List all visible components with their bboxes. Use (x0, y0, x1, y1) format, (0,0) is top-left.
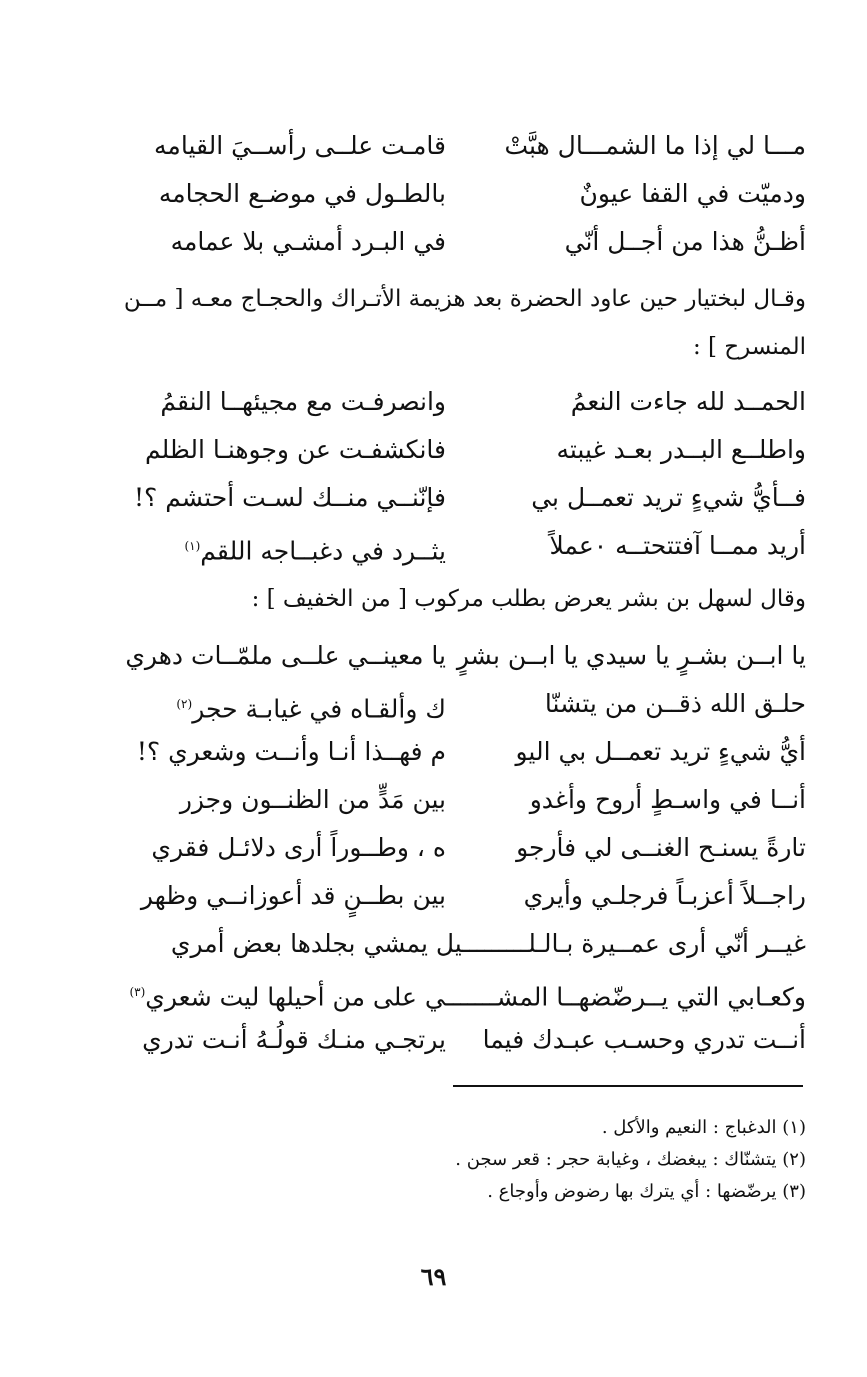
verse-line (100, 426, 806, 474)
verse-line-joined (100, 968, 806, 1016)
first-hemistich: أريد ممــا آفتتحتــه ٠عملاً (549, 531, 806, 560)
second-hemistich: يا معينــي علــى ملمّــات دهري (125, 641, 446, 670)
verse-line (100, 680, 806, 728)
footnote-3: (٣) يرضّضها : أي يترك بها رضوض وأوجاع . (487, 1181, 806, 1202)
second-hemistich: فانكشفـت عن وجوهنـا الظلم (144, 435, 446, 464)
verse-line (100, 632, 806, 680)
stanza-1 (100, 122, 806, 266)
verse-line (100, 728, 806, 776)
verse-line (100, 522, 806, 570)
page-number: ٦٩ (420, 1262, 447, 1291)
first-hemistich: حلـق الله ذقــن من يتشنّا (544, 689, 806, 718)
first-hemistich: أنــت تدري وحسـب عبـدك فيما (482, 1025, 806, 1054)
footnote-divider (453, 1085, 803, 1087)
first-hemistich: الحمــد لله جاءت النعمُ (570, 387, 806, 416)
verse-line (100, 474, 806, 522)
intro-paragraph-3: وقال لسهل بن بشر يعرض بطلب مركوب [ من الخفيف ] : (251, 586, 806, 612)
footnote-2: (٢) يتشنّاك : يبغضك ، وغيابة حجر : قعر سجن . (455, 1149, 806, 1170)
verse-line (100, 872, 806, 920)
verse-line (100, 170, 806, 218)
second-hemistich (100, 522, 446, 570)
verse-text: وكعـابي التي يــرضّضهــا المشـــــــي على من أحيلها ليت شعري (145, 982, 806, 1012)
second-hemistich: فإنّنــي منــك لسـت أحتشم ؟! (134, 483, 446, 512)
first-hemistich: مـــا لي إذا ما الشمـــال هبَّتْ (504, 131, 806, 160)
hemistich-text: يثــرد في دغبــاجه اللقم (200, 536, 446, 566)
second-hemistich (100, 680, 446, 728)
first-hemistich: واطلــع البــدر بعـد غيبته (556, 435, 806, 464)
footnote-1: (١) الدغباج : النعيم والأكل . (601, 1117, 806, 1138)
second-hemistich: م فهــذا أنـا وأنــت وشعري ؟! (136, 737, 446, 766)
second-hemistich: في البـرد أمشـي بلا عمامه (170, 227, 446, 256)
verse-line (100, 122, 806, 170)
second-hemistich: ه ، وطــوراً أرى دلائـل فقري (151, 833, 446, 862)
first-hemistich: أيُّ شيءٍ تريد تعمــل بي اليو (515, 737, 806, 766)
first-hemistich: يا ابــن بشـرٍ يا سيدي يا ابــن بشرٍ (456, 641, 806, 670)
first-hemistich: راجــلاً أعزبـاً فرجلـي وأيري (523, 881, 806, 910)
footnote-marker: (١) (184, 539, 201, 553)
stanza-2 (100, 378, 806, 570)
footnote-marker: (٣) (129, 985, 146, 999)
first-hemistich: أظـنُّ هذا من أجــل أنّي (564, 227, 806, 256)
first-hemistich: أنــا في واسـطٍ أروح وأغدو (529, 785, 806, 814)
second-hemistich: قامـت علــى رأســيَ القيامه (154, 131, 446, 160)
verse-line (100, 1016, 806, 1064)
intro-paragraph-2: وقـال لبختيار حين عاود الحضرة بعد هزيمة الأتـراك والحجـاج معـه [ مــن المنسرح ] : (123, 286, 806, 360)
first-hemistich: ودميّت في القفا عيونٌ (579, 179, 806, 208)
second-hemistich: بين بطــنٍ قد أعوزانــي وظهر (140, 881, 446, 910)
verse-line (100, 824, 806, 872)
verse-line (100, 776, 806, 824)
second-hemistich: وانصرفـت مع مجيئهــا النقمُ (160, 387, 446, 416)
verse-line (100, 378, 806, 426)
verse-line-joined: غيــر أنّي أرى عمــيرة بـالـلـــــــــيل يمشي بجلدها بعض أمري (170, 929, 806, 958)
footnote-marker: (٢) (176, 697, 193, 711)
second-hemistich: يرتجـي منـك قولُـهُ أنـت تدري (142, 1025, 446, 1054)
hemistich-text: ك وألقـاه في غيابـة حجر (192, 694, 446, 724)
first-hemistich: تارةً يسنـح الغنــى لي فأرجو (516, 833, 806, 862)
verse-line (100, 218, 806, 266)
stanza-3 (100, 632, 806, 1064)
second-hemistich: بين مَدٍّ من الظنــون وجزر (179, 785, 446, 814)
first-hemistich: فــأيُّ شيءٍ تريد تعمــل بي (531, 483, 806, 512)
second-hemistich: بالطـول في موضـع الحجامه (158, 179, 446, 208)
